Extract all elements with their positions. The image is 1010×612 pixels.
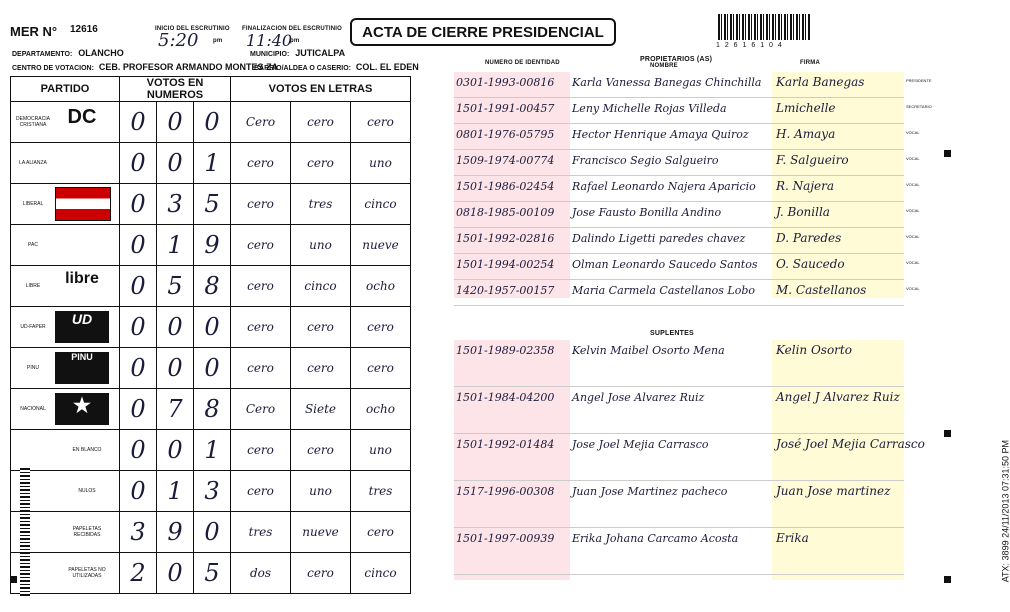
- vote-digit: 7: [157, 389, 194, 430]
- table-row: [11, 430, 411, 471]
- vote-word: cero: [351, 307, 411, 348]
- vote-word: cero: [291, 102, 351, 143]
- finalizacion-unit: pm: [290, 38, 300, 44]
- vote-word: cero: [231, 348, 291, 389]
- member-signature: R. Najera: [776, 179, 835, 193]
- member-name: Jose Fausto Bonilla Andino: [572, 206, 722, 219]
- vote-word: nueve: [291, 512, 351, 553]
- vote-word: ocho: [351, 266, 411, 307]
- member-signature: O. Saucedo: [776, 257, 845, 271]
- vote-digit: 1: [194, 143, 231, 184]
- party-name: NACIONAL: [20, 406, 46, 412]
- identity-number: 1501-1997-00939: [456, 532, 555, 545]
- signature-row: [454, 434, 925, 481]
- party-cell: [11, 307, 120, 348]
- inicio-value: 5:20: [158, 30, 199, 51]
- vote-digit: 0: [120, 143, 157, 184]
- identity-number: 1501-1994-00254: [456, 258, 555, 271]
- suplentes-label: SUPLENTES: [650, 330, 694, 337]
- vote-digit: 0: [120, 102, 157, 143]
- party-name: PAC: [28, 242, 38, 248]
- vote-word: tres: [291, 184, 351, 225]
- barcode-number: 1 2 6 1 6 1 0 4: [716, 42, 784, 49]
- party-cell: [11, 143, 120, 184]
- identity-number: 1501-1991-00457: [456, 102, 555, 115]
- table-row: [11, 389, 411, 430]
- party-cell: [11, 266, 120, 307]
- member-signature: Lmichelle: [776, 101, 836, 115]
- vote-word: cero: [231, 266, 291, 307]
- registration-mark-icon: [944, 430, 951, 437]
- member-name: Jose Joel Mejia Carrasco: [572, 438, 709, 451]
- vote-digit: 0: [157, 307, 194, 348]
- member-role: VOCAL: [906, 286, 920, 291]
- document-title: ACTA DE CIERRE PRESIDENCIAL: [350, 18, 616, 46]
- signature-row: [454, 340, 904, 387]
- identity-number: 0301-1993-00816: [456, 76, 555, 89]
- col-sign-label: FIRMA: [800, 60, 820, 66]
- table-row: [11, 143, 411, 184]
- member-name: Rafael Leonardo Najera Aparicio: [572, 180, 756, 193]
- party-name: PINU: [27, 365, 39, 371]
- barcode-icon: [718, 14, 810, 40]
- vote-digit: 5: [157, 266, 194, 307]
- member-role: SECRETARIO: [906, 104, 932, 109]
- party-cell: [11, 184, 120, 225]
- signature-row: [454, 528, 904, 575]
- signature-row: [454, 124, 920, 150]
- vote-digit: 0: [120, 430, 157, 471]
- vote-word: cero: [291, 430, 351, 471]
- vote-word: tres: [231, 512, 291, 553]
- row-label: PAPELETAS RECIBIDAS: [72, 526, 102, 538]
- vote-word: uno: [291, 225, 351, 266]
- vote-digit: 0: [194, 307, 231, 348]
- vote-word: cero: [291, 553, 351, 594]
- party-name: LIBRE: [25, 283, 41, 289]
- member-signature: Angel J Alvarez Ruiz: [776, 390, 900, 404]
- municipio-value: JUTICALPA: [295, 48, 346, 58]
- registration-mark-icon: [944, 576, 951, 583]
- side-stamp: ATX: 3899 24/11/2013 07:31:50 PM: [1000, 440, 1010, 583]
- identity-number: 0801-1976-05795: [456, 128, 555, 141]
- vote-digit: 0: [157, 553, 194, 594]
- vote-digit: 2: [120, 553, 157, 594]
- vote-word: cero: [231, 307, 291, 348]
- col-name-label: NOMBRE: [650, 63, 678, 69]
- party-logo-icon: ★: [55, 393, 109, 425]
- member-role: VOCAL: [906, 182, 920, 187]
- vote-digit: 3: [120, 512, 157, 553]
- vote-digit: 0: [157, 102, 194, 143]
- col-id-label: NUMERO DE IDENTIDAD: [485, 60, 560, 66]
- signature-row: [454, 150, 920, 176]
- party-logo-icon: [55, 147, 109, 179]
- vote-word: cero: [291, 348, 351, 389]
- table-row: [11, 266, 411, 307]
- vote-word: cero: [231, 184, 291, 225]
- vote-digit: 0: [120, 184, 157, 225]
- vote-digit: 9: [157, 512, 194, 553]
- departamento-value: OLANCHO: [78, 48, 124, 58]
- member-signature: F. Salgueiro: [776, 153, 849, 167]
- table-row: [11, 184, 411, 225]
- member-signature: Kelin Osorto: [776, 343, 852, 357]
- signature-row: [454, 72, 932, 98]
- vote-digit: 0: [194, 102, 231, 143]
- member-signature: J. Bonilla: [776, 205, 830, 219]
- identity-number: 1517-1996-00308: [456, 485, 555, 498]
- vote-digit: 0: [194, 348, 231, 389]
- party-logo-icon: UD: [55, 311, 109, 343]
- vote-digit: 8: [194, 389, 231, 430]
- header-numeros: VOTOS EN NUMEROS: [120, 77, 231, 102]
- vote-word: cero: [351, 512, 411, 553]
- party-logo-icon: libre: [65, 270, 99, 287]
- member-name: Maria Carmela Castellanos Lobo: [572, 284, 755, 297]
- header-letras: VOTOS EN LETRAS: [231, 77, 411, 102]
- table-row: [11, 553, 411, 594]
- party-logo-icon: PINU: [55, 352, 109, 384]
- member-name: Olman Leonardo Saucedo Santos: [572, 258, 758, 271]
- party-cell: [11, 430, 120, 471]
- vote-word: cinco: [291, 266, 351, 307]
- centro-label: CENTRO DE VOTACION:: [12, 65, 94, 72]
- propietarios-block: [454, 72, 932, 298]
- member-role: VOCAL: [906, 260, 920, 265]
- side-barcode-icon: [20, 466, 30, 596]
- party-name: DEMOCRACIA CRISTIANA: [16, 116, 50, 128]
- vote-digit: 8: [194, 266, 231, 307]
- vote-word: ocho: [351, 389, 411, 430]
- vote-word: uno: [351, 143, 411, 184]
- member-name: Dalindo Ligetti paredes chavez: [572, 232, 746, 245]
- vote-digit: 0: [120, 348, 157, 389]
- party-cell: [11, 225, 120, 266]
- table-row: [11, 348, 411, 389]
- finalizacion-value: 11:40: [246, 31, 293, 50]
- member-signature: Erika: [776, 531, 809, 545]
- identity-number: 1501-1989-02358: [456, 344, 555, 357]
- signature-row: [454, 387, 904, 434]
- vote-word: cero: [231, 225, 291, 266]
- vote-digit: 0: [120, 389, 157, 430]
- departamento-label: DEPARTAMENTO:: [12, 51, 73, 58]
- member-signature: D. Paredes: [776, 231, 842, 245]
- vote-word: cero: [231, 471, 291, 512]
- member-signature: José Joel Mejia Carrasco: [776, 437, 925, 451]
- inicio-unit: pm: [213, 38, 223, 44]
- signature-row: [454, 254, 920, 280]
- vote-word: dos: [231, 553, 291, 594]
- signature-row: [454, 228, 920, 254]
- table-row: [11, 471, 411, 512]
- votes-table: [10, 76, 411, 594]
- identity-number: 1501-1986-02454: [456, 180, 555, 193]
- vote-digit: 0: [157, 430, 194, 471]
- identity-number: 0818-1985-00109: [456, 206, 555, 219]
- vote-word: cero: [291, 307, 351, 348]
- vote-digit: 0: [157, 348, 194, 389]
- vote-digit: 5: [194, 184, 231, 225]
- vote-word: cinco: [351, 184, 411, 225]
- row-label: PAPELETAS NO UTILIZADAS: [68, 567, 106, 579]
- member-name: Francisco Segio Salgueiro: [572, 154, 719, 167]
- signature-row: [454, 176, 920, 202]
- vote-word: cero: [291, 143, 351, 184]
- vote-digit: 1: [157, 471, 194, 512]
- member-name: Erika Johana Carcamo Acosta: [572, 532, 739, 545]
- party-cell: [11, 348, 120, 389]
- member-role: VOCAL: [906, 156, 920, 161]
- vote-word: uno: [291, 471, 351, 512]
- mer-number: 12616: [70, 24, 98, 35]
- propietarios-label: PROPIETARIOS (AS): [640, 56, 713, 63]
- member-name: Kelvin Maibel Osorto Mena: [572, 344, 725, 357]
- table-row: [11, 102, 411, 143]
- member-signature: Juan Jose martinez: [776, 484, 891, 498]
- mer-label: MER N°: [10, 24, 58, 39]
- identity-number: 1509-1974-00774: [456, 154, 555, 167]
- inicio-label: INICIO DEL ESCRUTINIO: [155, 26, 230, 32]
- vote-word: cero: [351, 348, 411, 389]
- party-cell: [11, 389, 120, 430]
- signature-row: [454, 202, 920, 228]
- vote-digit: 0: [157, 143, 194, 184]
- vote-digit: 1: [157, 225, 194, 266]
- party-logo-icon: [55, 187, 111, 221]
- vote-word: Siete: [291, 389, 351, 430]
- party-name: LIBERAL: [22, 201, 44, 207]
- vote-word: nueve: [351, 225, 411, 266]
- vote-word: Cero: [231, 102, 291, 143]
- party-cell: [11, 102, 120, 143]
- vote-word: uno: [351, 430, 411, 471]
- vote-digit: 3: [157, 184, 194, 225]
- vote-digit: 1: [194, 430, 231, 471]
- registration-mark-icon: [10, 576, 17, 583]
- header-partido: PARTIDO: [11, 77, 120, 102]
- identity-number: 1420-1957-00157: [456, 284, 555, 297]
- row-label: NULOS: [78, 488, 96, 494]
- signature-row: [454, 280, 920, 306]
- vote-word: cero: [351, 102, 411, 143]
- vote-digit: 0: [120, 225, 157, 266]
- table-row: [11, 307, 411, 348]
- party-name: UD-FAPER: [20, 324, 46, 330]
- party-name: LA ALIANZA: [19, 160, 47, 166]
- party-logo-icon: DC: [67, 106, 97, 128]
- centro-value: CEB. PROFESOR ARMANDO MONTES ZA: [98, 62, 279, 72]
- vote-digit: 0: [120, 471, 157, 512]
- vote-word: cero: [231, 143, 291, 184]
- member-role: PRESIDENTE: [906, 78, 932, 83]
- table-row: [11, 225, 411, 266]
- identity-number: 1501-1992-02816: [456, 232, 555, 245]
- vote-word: Cero: [231, 389, 291, 430]
- vote-digit: 0: [120, 307, 157, 348]
- member-role: VOCAL: [906, 234, 920, 239]
- table-row: [11, 512, 411, 553]
- member-signature: Karla Banegas: [776, 75, 865, 89]
- vote-word: tres: [351, 471, 411, 512]
- vote-digit: 3: [194, 471, 231, 512]
- member-signature: M. Castellanos: [776, 283, 867, 297]
- member-name: Juan Jose Martinez pacheco: [572, 485, 728, 498]
- vote-digit: 0: [120, 266, 157, 307]
- member-signature: H. Amaya: [776, 127, 836, 141]
- signature-row: [454, 98, 932, 124]
- member-name: Karla Vanessa Banegas Chinchilla: [572, 76, 762, 89]
- identity-number: 1501-1992-01484: [456, 438, 555, 451]
- municipio-label: MUNICIPIO:: [250, 51, 290, 58]
- member-name: Hector Henrique Amaya Quiroz: [572, 128, 749, 141]
- vote-word: cinco: [351, 553, 411, 594]
- vote-digit: 5: [194, 553, 231, 594]
- registration-mark-icon: [944, 150, 951, 157]
- party-logo-icon: [55, 229, 109, 261]
- suplentes-block: [454, 340, 925, 580]
- member-role: VOCAL: [906, 208, 920, 213]
- vote-digit: 0: [194, 512, 231, 553]
- signature-row: [454, 481, 904, 528]
- member-name: Leny Michelle Rojas Villeda: [572, 102, 727, 115]
- vote-digit: 9: [194, 225, 231, 266]
- finalizacion-label: FINALIZACION DEL ESCRUTINIO: [242, 26, 342, 32]
- identity-number: 1501-1984-04200: [456, 391, 555, 404]
- row-label: EN BLANCO: [72, 447, 102, 453]
- vote-word: cero: [231, 430, 291, 471]
- member-name: Angel Jose Alvarez Ruiz: [572, 391, 705, 404]
- barrio-label: BARRIO/ALDEA O CASERIO:: [254, 65, 351, 72]
- member-role: VOCAL: [906, 130, 920, 135]
- barrio-value: COL. EL EDEN: [355, 62, 419, 72]
